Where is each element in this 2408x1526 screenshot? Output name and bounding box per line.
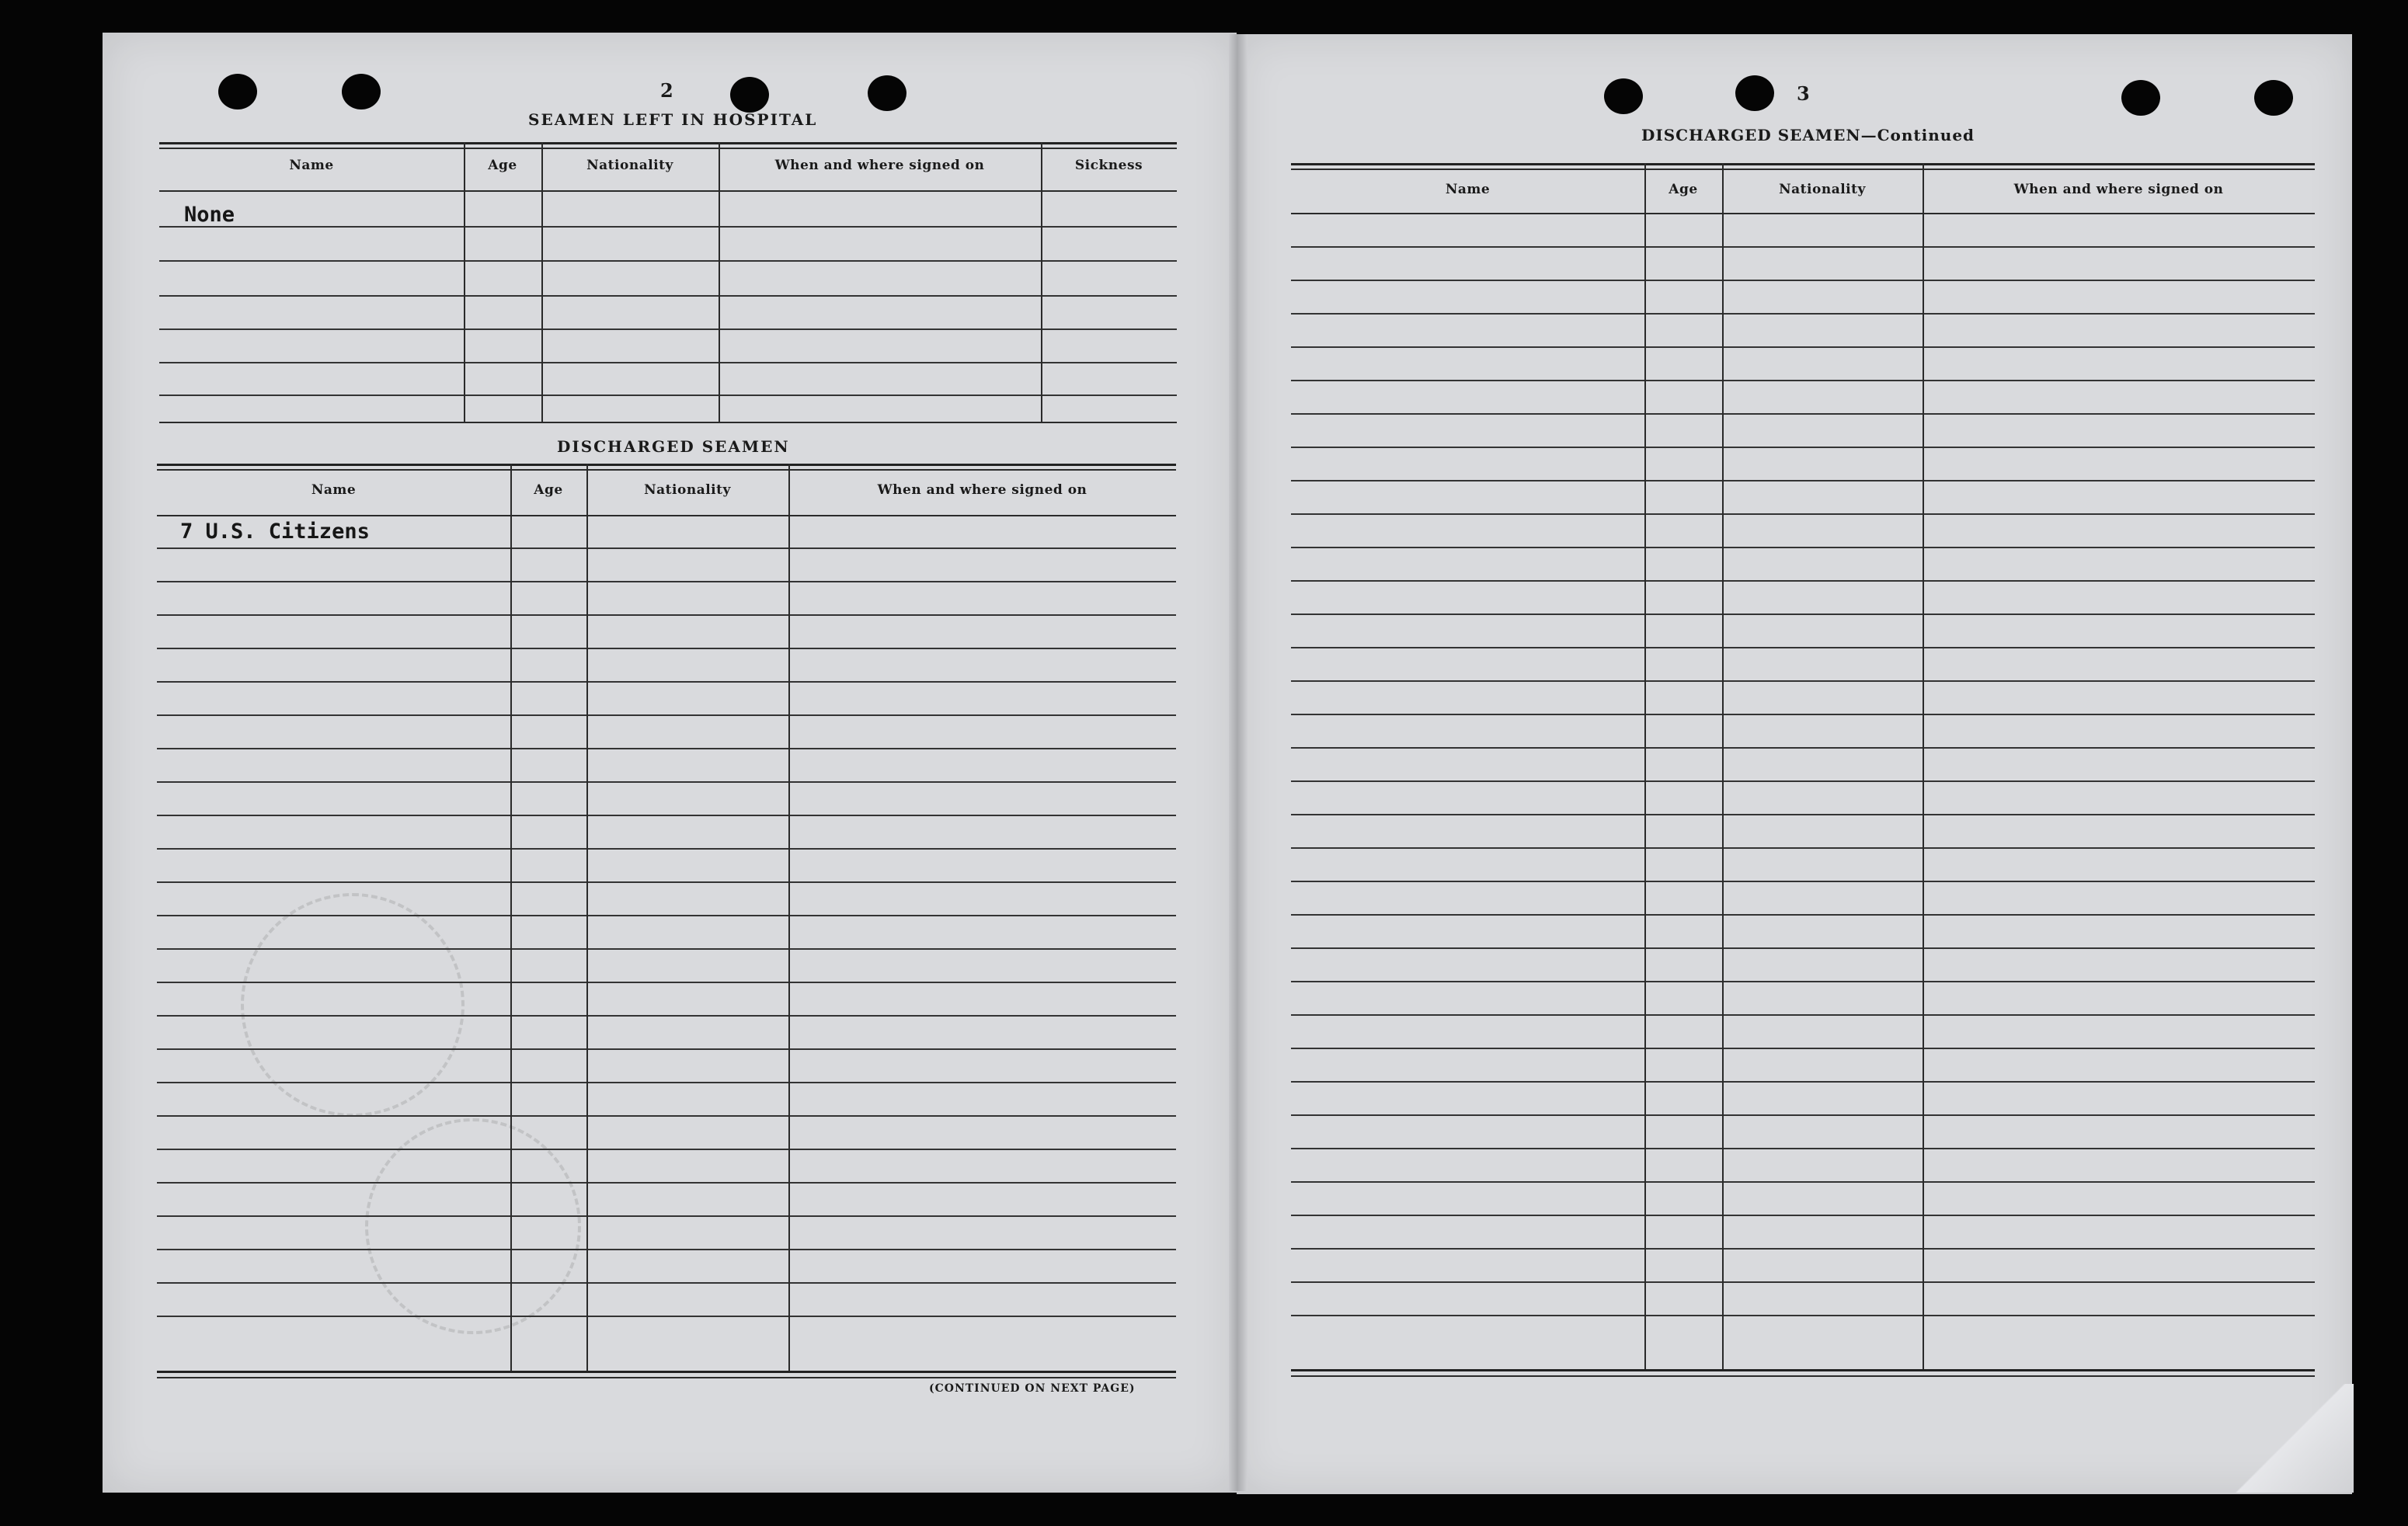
column-header-sickness: Sickness: [1074, 158, 1143, 173]
hospital-section-title: SEAMEN LEFT IN HOSPITAL: [528, 110, 818, 129]
column-header-age: Age: [1669, 182, 1698, 197]
punch-hole: [1604, 78, 1643, 114]
column-header-age: Age: [488, 158, 517, 173]
discharged-section-title: DISCHARGED SEAMEN: [557, 437, 790, 456]
column-header-signed-on: When and where signed on: [877, 482, 1087, 498]
punch-hole: [2254, 80, 2293, 116]
punch-hole: [868, 75, 906, 111]
column-header-age: Age: [534, 482, 563, 498]
column-header-nationality: Nationality: [1779, 182, 1866, 197]
punch-hole: [2121, 80, 2160, 116]
column-header-nationality: Nationality: [586, 158, 673, 173]
discharged-table: [157, 464, 1176, 1384]
hospital-table: [159, 142, 1177, 426]
page-number: 2: [660, 79, 675, 102]
continued-note: (CONTINUED ON NEXT PAGE): [929, 1382, 1136, 1395]
punch-hole: [342, 74, 381, 109]
column-header-signed-on: When and where signed on: [2013, 182, 2224, 197]
center-fold: [1229, 34, 1247, 1491]
column-header-nationality: Nationality: [644, 482, 731, 498]
folded-corner: [2229, 1384, 2354, 1493]
punch-hole: [730, 77, 769, 113]
column-header-name: Name: [311, 482, 357, 498]
discharged-continued-table: [1291, 163, 2315, 1382]
punch-hole: [1735, 75, 1774, 111]
column-header-name: Name: [1445, 182, 1491, 197]
discharged-row-name: 7 U.S. Citizens: [180, 520, 370, 544]
punch-hole: [218, 74, 257, 109]
discharged-continued-title: DISCHARGED SEAMEN—Continued: [1641, 126, 1975, 144]
column-header-signed-on: When and where signed on: [774, 158, 985, 173]
page-number: 3: [1797, 82, 1811, 105]
hospital-row-name: None: [184, 203, 235, 227]
column-header-name: Name: [289, 158, 334, 173]
